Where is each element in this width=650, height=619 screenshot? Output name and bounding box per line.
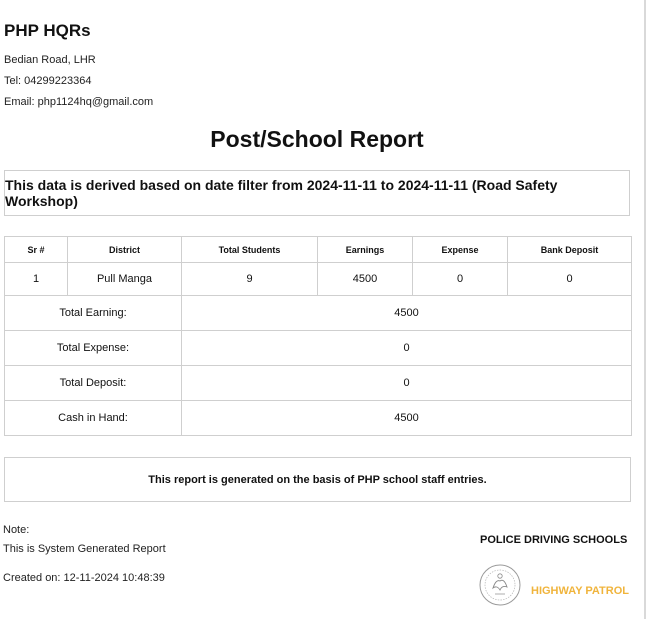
table-row — [5, 263, 632, 296]
report-table — [4, 236, 632, 436]
col-header-expense: Expense — [413, 237, 508, 263]
cell-district: Pull Manga — [68, 263, 182, 296]
col-header-district: District — [68, 237, 182, 263]
org-email: Email: php1124hq@gmail.com — [4, 96, 154, 108]
col-header-sr: Sr # — [5, 237, 68, 263]
summary-row-total-deposit — [5, 366, 632, 401]
summary-label: Total Deposit: — [5, 366, 182, 401]
cell-sr: 1 — [5, 263, 68, 296]
note-text: This is System Generated Report — [3, 543, 166, 555]
summary-value: 4500 — [182, 401, 632, 436]
police-driving-schools-label: POLICE DRIVING SCHOOLS — [480, 534, 628, 546]
col-header-bank-deposit: Bank Deposit — [508, 237, 632, 263]
org-tel: Tel: 04299223364 — [4, 75, 92, 87]
summary-row-cash-in-hand — [5, 401, 632, 436]
col-header-total-students: Total Students — [182, 237, 318, 263]
cell-earnings: 4500 — [318, 263, 413, 296]
report-title: Post/School Report — [210, 126, 424, 152]
note-label: Note: — [3, 524, 30, 536]
generated-note-text: This report is generated on the basis of PHP school staff entries. — [148, 473, 487, 486]
cell-total-students: 9 — [182, 263, 318, 296]
org-name: PHP HQRs — [4, 21, 91, 40]
summary-row-total-earning — [5, 296, 632, 331]
col-header-earnings: Earnings — [318, 237, 413, 263]
summary-label: Cash in Hand: — [5, 401, 182, 436]
cell-bank-deposit: 0 — [508, 263, 632, 296]
summary-value: 4500 — [182, 296, 632, 331]
cell-expense: 0 — [413, 263, 508, 296]
org-address: Bedian Road, LHR — [4, 54, 96, 66]
table-header-row — [5, 237, 632, 263]
page-right-border — [644, 0, 646, 619]
highway-patrol-label: HIGHWAY PATROL — [531, 585, 629, 597]
created-on: Created on: 12-11-2024 10:48:39 — [3, 572, 165, 584]
summary-label: Total Expense: — [5, 331, 182, 366]
highway-patrol-seal-icon — [478, 563, 522, 607]
filter-info-text: This data is derived based on date filter from 2024-11-11 to 2024-11-11 (Road Safety Workshop) — [5, 177, 558, 209]
summary-label: Total Earning: — [5, 296, 182, 331]
filter-info-box — [4, 170, 630, 216]
summary-value: 0 — [182, 366, 632, 401]
summary-value: 0 — [182, 331, 632, 366]
summary-row-total-expense — [5, 331, 632, 366]
generated-note-box — [4, 457, 631, 502]
